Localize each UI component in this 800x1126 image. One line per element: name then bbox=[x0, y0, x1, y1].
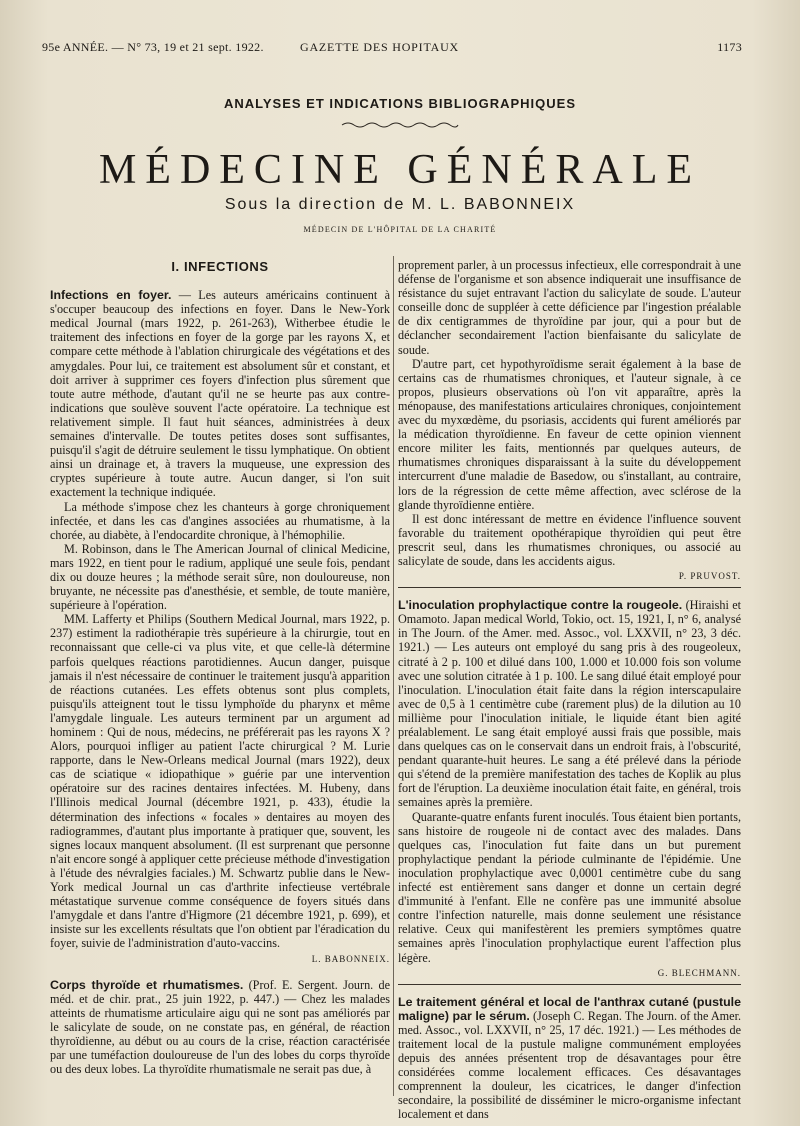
article-paragraph: MM. Lafferty et Philips (Southern Medical Journal, mars 1922, p. 237) estiment la radiothérapie très supérieure à la chirurgie, tout en reconnaissant que celle-ci va plus vite, et que celle-là détermine parfois quelques réactions parotidiennes. Aucun danger, puisque jamais il n'est nécessaire de continuer le traitement jusqu'à apparition de réactions cutanées. Les effets obtenus sont plus complets, puisqu'ils atteignent tout le tissu lymphoïde du pharynx et même l'amygdale linguale. Les auteurs terminent par un argument ad hominem : Qui de nous, médecins, ne préférerait pas les rayons X ? Alors, pourquoi infliger au patient l'acte chirurgical ? M. Lurie rapporte, dans le New-Orleans medical Journal (mars 1922), deux cas de sciatique « idiopathique » guérie par une intervention opératoire sur des racines dentaires infectées. M. Hubeny, dans l'Illinois medical Journal (décembre 1921, p. 433), étudie la détermination des infections « focales » dentaires au moyen des radiogrammes, d'autant plus importante à pratiquer que, souvent, les signes locaux manquent absolument. (Il est surprenant que personne n'ait encore songé à appliquer cette précieuse méthode d'investigation à l'étude des névralgies faciales.) M. Schwartz publie dans le New-York medical Journal un cas d'arthrite infectieuse vertébrale métastatique survenue comme conséquence de foyers situés dans l'amygdale et dans l'antre d'Higmore (21 décembre 1921, p. 699), et insiste sur les excellents résultats que l'on obtient par l'éradication du foyer, suivie de l'administration d'auto-vaccins. bbox=[50, 612, 390, 951]
author-signature: G. BLECHMANN. bbox=[657, 967, 741, 978]
article-title: Corps thyroïde et rhumatismes. bbox=[50, 977, 244, 992]
article-separator bbox=[398, 587, 741, 588]
article-text: (Prof. E. Sergent. Journ. de méd. et de chir. prat., 25 juin 1922, p. 447.) — Chez les malades atteints de rhumatisme articulaire aigu qui ne sont pas améliorés par le salicylate de soude, on ne constate pas, en général, de réaction thyroïdienne, au début ou au cours de la crise, réaction caractérisée par une tuméfaction douloureuse de l'un des lobes du corps thyroïde ou des deux lobes. La thyroïdite rhumatismale ne serait pas due, à bbox=[50, 977, 391, 1077]
editor-line: Sous la direction de M. L. BABONNEIX bbox=[224, 196, 576, 213]
article-paragraph: M. Robinson, dans le The American Journal of clinical Medicine, mars 1922, en tient pour le radium, appliqué une seule fois, pendant dix ou douze heures ; la méthode serait sûre, non douloureuse, non bruyante, ne nécessite pas d'anesthésie, et semble, de toute manière, supérieure à l'opération. bbox=[50, 541, 390, 613]
article-spacer bbox=[50, 966, 390, 978]
article-paragraph: proprement parler, à un processus infectieux, elle correspondrait à une défense de l'organisme et son absence indiquerait une insuffisance de résistance du sujet entravant l'action du salicylate de soude. L'auteur conseille donc de suppléer à cette déficience par l'ingestion préalable de dix centigrammes de thyroïdine par jour, qui a pour but de déclancher secondairement l'action bienfaisante du salicylate de soude. bbox=[398, 258, 741, 357]
journal-name: GAZETTE DES HOPITAUX bbox=[300, 40, 460, 54]
article-paragraph: D'autre part, cet hypothyroïdisme serait également à la base de certains cas de rhumatismes chroniques, et l'auteur signale, à ce propos, plusieurs observations où l'on vit apparaître, après la ménopause, des manifestations articulaires chroniques, conjointement avec du myxœdème, du psoriasis, accidents qui furent améliorés par la médication thyroïdienne. En faveur de cette opinion viennent encore militer les faits, mentionnés par quelques auteurs, de rhumatismes chroniques disparaissant à la suite du développement intercurrent d'une maladie de Basedow, ou s'installant, au contraire, lors de la régression de cette même affection, avec sclérose de la glande thyroïdienne entière. bbox=[398, 356, 741, 512]
section-heading: I. INFECTIONS bbox=[171, 259, 269, 274]
article-title: Le traitement général et local de l'anthrax cutané (pustule maligne) par le sérum. bbox=[398, 994, 741, 1023]
article-separator bbox=[398, 984, 741, 985]
page-title: MÉDECINE GÉNÉRALE bbox=[98, 147, 702, 193]
left-column bbox=[50, 258, 390, 1076]
article-paragraph: Il est donc intéressant de mettre en évidence l'influence souvent favorable du traitement opothérapique thyroïdien qui peut être prescrit seul, dans les rhumatismes chroniques, ou associé au salicylate de soude, dans les accidents aigus. bbox=[398, 511, 741, 568]
right-column bbox=[398, 258, 741, 1122]
section-title: ANALYSES ET INDICATIONS BIBLIOGRAPHIQUES bbox=[223, 96, 577, 111]
article-text: (Joseph C. Regan. The Journ. of the Amer. med. Assoc., vol. LXXVII, n° 25, 17 déc. 1921.) — Les méthodes de traitement local de la pustule maligne communément employées depuis des années présentent trop de désavantages pour être considérées comme localement efficaces. Ces désavantages comprennent la douleur, les cicatrices, le danger d'infection secondaire, la possibilité de disséminer le micro-organisme infectant localement et dans bbox=[398, 1008, 741, 1122]
column-divider bbox=[393, 256, 394, 1096]
running-head bbox=[42, 40, 742, 58]
author-signature: P. PRUVOST. bbox=[678, 571, 741, 582]
ornament-rule bbox=[340, 120, 460, 130]
article-paragraph: Quarante-quatre enfants furent inoculés. Tous étaient bien portants, sans histoire de rougeole ni de contact avec des malades. Dans quelques cas, l'inoculation fut faite dans un but purement prophylactique pendant la période culminante de l'épidémie. Une inoculation prophylactique avec 0,0001 centimètre cube du sang infecté est entièrement sans danger et donne un certain degré d'immunité à l'enfant. Elle ne confère pas une immunité absolue contre l'infection naturelle, mais donne seulement une résistance relative. Ceux qui manifestèrent les premiers symptômes quatre semaines après l'inoculation prophylactique eurent l'affection plus légère. bbox=[398, 809, 741, 965]
article-title: Infections en foyer. bbox=[50, 288, 172, 303]
page-number: 1173 bbox=[717, 40, 742, 54]
article-paragraph: La méthode s'impose chez les chanteurs à gorge chroniquement infectée, et dans les cas d'angines associées au rhumatisme, à la chorée, au diabète, à l'endocardite chronique, à l'hémophilie. bbox=[50, 499, 390, 542]
editor-affiliation: MÉDECIN DE L'HÔPITAL DE LA CHARITÉ bbox=[303, 225, 497, 234]
article-text: — Les auteurs américains continuent à s'occuper beaucoup des infections en foyer. Dans le New-York medical Journal (mars 1922, p. 261-263), Witherbee étudie le traitement des infections en foyer de la gorge par les rayons X, et compare cette méthode à l'ablation chirurgicale des végétations et des amygdales. Pour lui, ce traitement est absolument sûr et constant, et doit arriver à supprimer ces foyers d'infection plus sûrement que toute autre méthode, d'autant qu'il ne se heurte pas aux contre-indications que soulève souvent l'acte opératoire. La technique est relativement simple. Il faut huit séances, administrées à deux semaines d'intervalle. De toutes petites doses sont suffisantes, puisqu'il s'agit de détruire seulement le tissu lymphatique. On obtient ainsi un drainage et, à travers la muqueuse, une expression des cryptes supérieure à toute autre. Aucun danger, si l'on suit exactement la technique indiquée. bbox=[50, 288, 391, 500]
author-signature: L. BABONNEIX. bbox=[311, 953, 390, 964]
article-text: (Hiraishi et Omamoto. Japan medical World, Tokio, oct. 15, 1921, I, n° 6, analysé in The Journ. of the Amer. med. Assoc., vol. LXXVII, n° 23, 3 déc. 1921.) — Les auteurs ont employé du sang pris à des rougeoleux, citraté à 2 p. 100 et dilué dans 100, 1.000 et 10.000 fois son volume avec une solution citratée à 1 p. 100. Le sang dilué était employé pour l'inoculation. L'inoculation était faite dans la région interscapulaire avec de 0,5 à 1 centimètre cube (rarement plus) de la dilution au 10 millième pour l'inoculation initiale, le liquide étant bien agité préalablement. Le sang était employé aussi frais que possible, mais dans quelques cas on le conservait dans un endroit frais, à l'obscurité, pendant quarante-huit heures. Le sang a été prélevé dans la période qui s'étend de la première manifestation des taches de Koplik au plus fort de l'éruption. La deuxième inoculation était faite, en général, trois semaines après la première. bbox=[398, 598, 742, 810]
issue-info: 95e ANNÉE. — N° 73, 19 et 21 sept. 1922. bbox=[42, 40, 264, 54]
article-title: L'inoculation prophylactique contre la rougeole. bbox=[398, 598, 683, 613]
